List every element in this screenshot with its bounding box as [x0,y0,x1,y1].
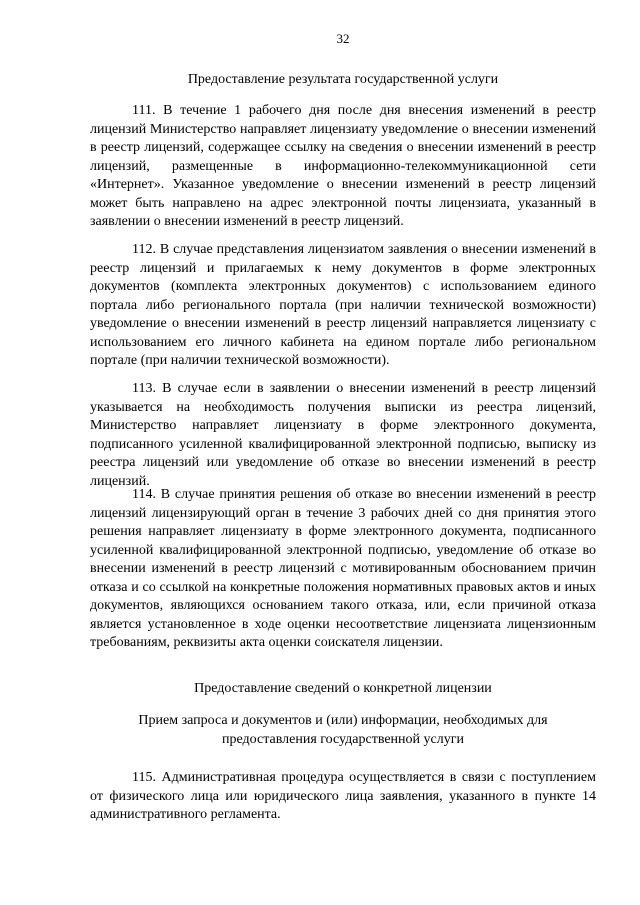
paragraph-114: 114. В случае принятия решения об отказе во внесении изменений в реестр лицензий лицензирующий орган в течение 3 рабочих дней со дня принятия этого решения направляет лицензиату в форме электронного документа, подписанного усиленной квалифицированной электронной подписью, уведомление об отказе во внесении изменений в реестр лицензий с мотивированным обоснованием причин отказа и со ссылкой на конкретные положения нормативных правовых актов и иных документов, являющихся основанием такого отказа, или, если причиной отказа является установленное в ходе оценки несоответствие лицензиата лицензионным требованиям, реквизиты акта оценки соискателя лицензии. [90,487,596,650]
paragraph-113: 113. В случае если в заявлении о внесении изменений в реестр лицензий указывается на необходимость получения выписки из реестра лицензий, Министерство направляет лицензиату в форме электронного документа, подписанного усиленной квалифицированной электронной подписью, выписку из реестра лицензий или уведомление об отказе во внесении изменений в реестр лицензий. [90,381,596,489]
paragraph-112: 112. В случае представления лицензиатом заявления о внесении изменений в реестр лицензий и прилагаемых к нему документов в форме электронных документов (комплекта электронных документов) с использованием единого портала либо регионального портала (при наличии технической возможности) уведомление о внесении изменений в реестр лицензий направляется лицензиату с использованием его личного кабинета на едином портале либо региональном портале (при наличии технической возможности). [90,242,596,368]
page-number: 32 [336,31,350,46]
section-heading-license-info: Предоставление сведений о конкретной лицензии [194,681,492,696]
subsection-heading-line-2: предоставления государственной услуги [222,731,464,747]
subsection-heading-request [90,712,596,749]
section-heading-result: Предоставление результата государственной услуги [187,72,499,87]
paragraph-115: 115. Административная процедура осуществляется в связи с поступлением от физического лица или юридического лица заявления, указанного в пункте 14 административного регламента. [90,770,596,822]
subsection-heading-line-1: Прием запроса и документов и (или) информации, необходимых для [138,713,548,728]
document-page [90,0,596,905]
paragraph-111: 111. В течение 1 рабочего дня после дня внесения изменений в реестр лицензий Министерство направляет лицензиату уведомление о внесении изменений в реестр лицензий, содержащее ссылку на сведения о внесении изменений в реестр лицензий, размещенные в информационно-телекоммуникационной сети «Интернет». Указанное уведомление о внесении изменений в реестр лицензий может быть направлено на адрес электронной почты лицензиата, указанный в заявлении о внесении изменений в реестр лицензий. [90,103,596,229]
